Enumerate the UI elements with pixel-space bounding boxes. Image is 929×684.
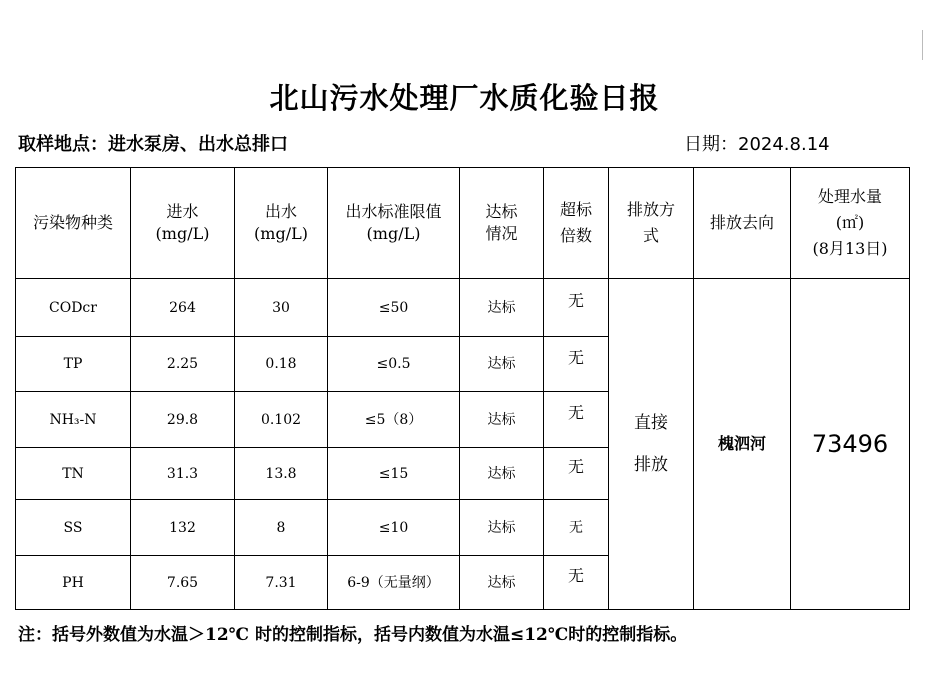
cell-exceed	[544, 448, 609, 500]
header-outflow-unit: (mg/L)	[254, 224, 308, 243]
cell-pollutant: TP	[16, 337, 131, 392]
cell-inflow: 31.3	[131, 448, 235, 500]
header-destination: 排放去向	[694, 168, 791, 279]
cell-status: 达标	[460, 448, 544, 500]
cell-status: 达标	[460, 500, 544, 556]
cell-inflow: 132	[131, 500, 235, 556]
exceed-value: 无	[567, 566, 584, 585]
header-limit	[328, 168, 460, 279]
report-date: 日期：2024.8.14	[684, 134, 830, 155]
header-compliance-line1: 达标	[485, 202, 518, 221]
header-inflow-label: 进水	[166, 202, 199, 221]
table-row	[16, 279, 910, 337]
header-method	[609, 168, 694, 279]
cell-limit: ≤5（8）	[328, 392, 460, 448]
header-volume	[791, 168, 910, 279]
cell-exceed	[544, 500, 609, 556]
cell-inflow: 264	[131, 279, 235, 337]
header-method-line1: 排放方	[626, 200, 675, 219]
header-row	[16, 168, 910, 279]
cell-pollutant: NH₃-N	[16, 392, 131, 448]
discharge-method-line1: 直接	[634, 413, 668, 433]
report-title: 北山污水处理厂水质化验日报	[269, 81, 660, 115]
header-volume-line1: 处理水量	[817, 187, 882, 206]
cell-exceed	[544, 279, 609, 337]
header-compliance-line2: 情况	[485, 224, 518, 243]
header-exceed-line2: 倍数	[559, 226, 592, 245]
discharge-method	[609, 279, 694, 610]
footnote: 注：括号外数值为水温＞12℃ 时的控制指标，括号内数值为水温≤12℃时的控制指标。	[18, 625, 688, 645]
cell-pollutant: CODcr	[16, 279, 131, 337]
cell-exceed	[544, 392, 609, 448]
header-compliance	[460, 168, 544, 279]
exceed-value: 无	[567, 457, 584, 476]
exceed-value: 无	[567, 347, 584, 367]
exceed-value: 无	[567, 291, 584, 310]
header-pollutant: 污染物种类	[16, 168, 131, 279]
sampling-location: 取样地点：进水泵房、出水总排口	[18, 134, 288, 155]
cell-pollutant: SS	[16, 500, 131, 556]
header-outflow-label: 出水	[264, 202, 297, 221]
cell-limit: ≤0.5	[328, 337, 460, 392]
cell-exceed	[544, 337, 609, 392]
header-outflow	[235, 168, 328, 279]
cell-outflow: 8	[235, 500, 328, 556]
exceed-value: 无	[569, 519, 583, 536]
header-limit-unit: (mg/L)	[366, 224, 421, 243]
header-limit-label: 出水标准限值	[345, 202, 442, 221]
cell-limit: 6-9（无量纲）	[328, 556, 460, 610]
cell-inflow: 2.25	[131, 337, 235, 392]
cell-inflow: 29.8	[131, 392, 235, 448]
header-volume-line3: (8月13日)	[812, 239, 888, 258]
cell-inflow: 7.65	[131, 556, 235, 610]
treated-volume: 73496	[791, 279, 910, 610]
cell-outflow: 30	[235, 279, 328, 337]
cell-outflow: 0.102	[235, 392, 328, 448]
cell-limit: ≤15	[328, 448, 460, 500]
water-quality-table	[15, 167, 910, 610]
cell-limit: ≤50	[328, 279, 460, 337]
discharge-method-line2: 排放	[634, 455, 668, 475]
cell-outflow: 7.31	[235, 556, 328, 610]
cell-limit: ≤10	[328, 500, 460, 556]
header-method-line2: 式	[642, 226, 659, 245]
cell-status: 达标	[460, 337, 544, 392]
cell-status: 达标	[460, 556, 544, 610]
cell-outflow: 0.18	[235, 337, 328, 392]
header-inflow	[131, 168, 235, 279]
page-edge-line	[922, 30, 923, 60]
header-exceed-line1: 超标	[559, 200, 592, 219]
cell-outflow: 13.8	[235, 448, 328, 500]
header-exceed	[544, 168, 609, 279]
exceed-value: 无	[567, 403, 584, 422]
cell-pollutant: PH	[16, 556, 131, 610]
header-volume-line2: (㎡)	[835, 213, 865, 232]
discharge-destination: 槐泗河	[694, 279, 791, 610]
cell-status: 达标	[460, 279, 544, 337]
cell-exceed	[544, 556, 609, 610]
cell-status: 达标	[460, 392, 544, 448]
cell-pollutant: TN	[16, 448, 131, 500]
header-inflow-unit: (mg/L)	[155, 224, 210, 243]
